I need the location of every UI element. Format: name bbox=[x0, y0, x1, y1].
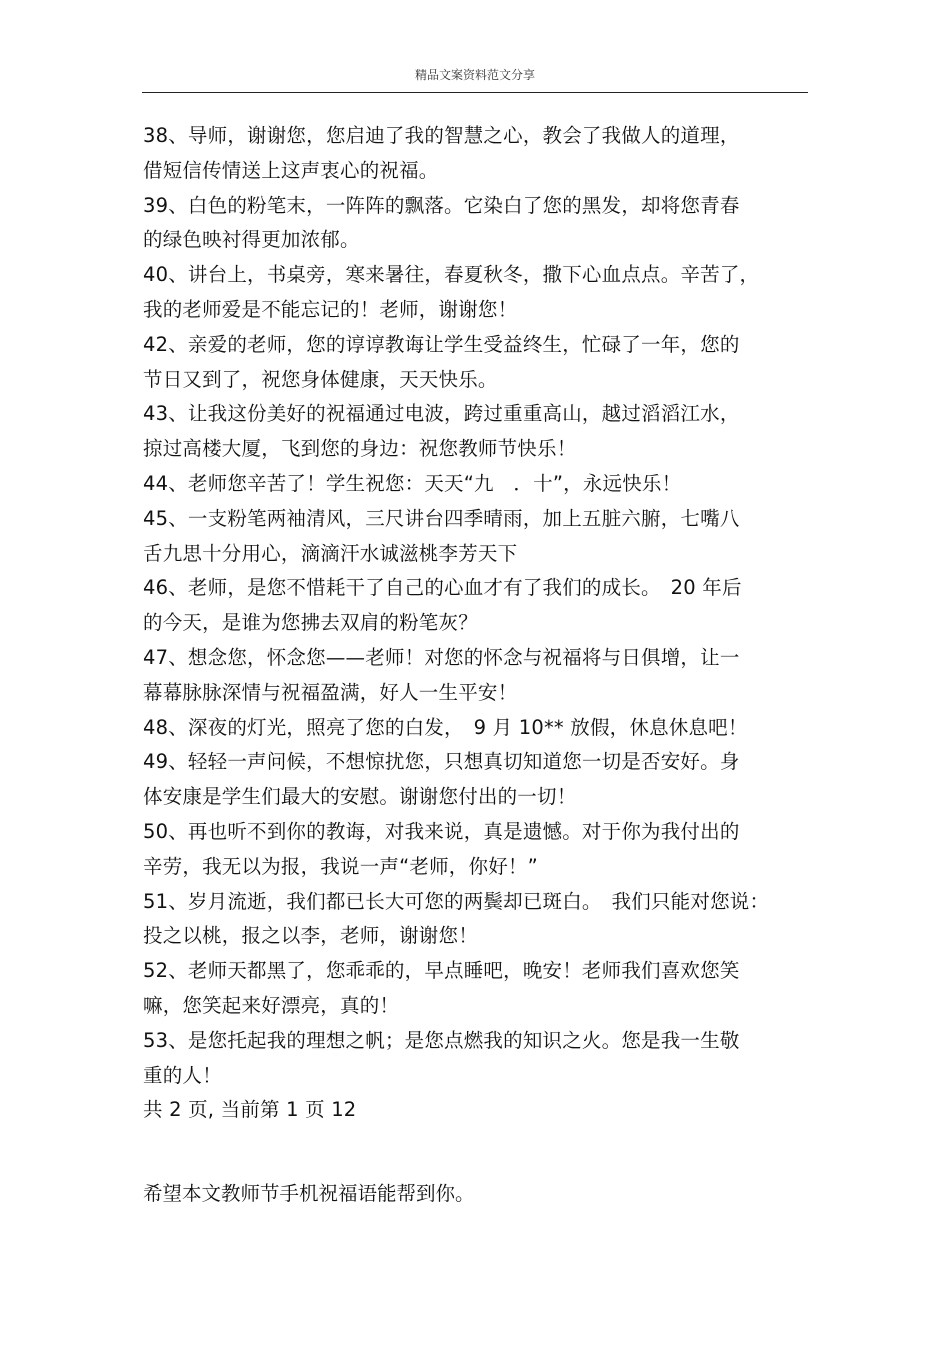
document-body bbox=[143, 119, 808, 1128]
text-line: 46、老师，是您不惜耗干了自己的心血才有了我们的成长。 20 年后 bbox=[143, 576, 742, 600]
text-line: 投之以桃，报之以李，老师，谢谢您！ bbox=[143, 924, 478, 948]
text-line: 47、想念您，怀念您——老师！对您的怀念与祝福将与日俱增，让一 bbox=[143, 645, 740, 669]
text-line: 42、亲爱的老师，您的谆谆教诲让学生受益终生，忙碌了一年，您的 bbox=[143, 332, 740, 356]
text-line: 舌九思十分用心，滴滴汗水诚滋桃李芳天下 bbox=[143, 541, 518, 565]
text-line: 我的老师爱是不能忘记的！老师，谢谢您！ bbox=[143, 297, 518, 321]
text-line: 40、讲台上，书桌旁，寒来暑往，春夏秋冬，撒下心血点点。辛苦了， bbox=[143, 263, 760, 287]
text-line: 嘛，您笑起来好漂亮，真的！ bbox=[143, 993, 400, 1017]
header-title: 精品文案资料范文分享 bbox=[414, 68, 535, 82]
text-line: 38、导师，谢谢您，您启迪了我的智慧之心，教会了我做人的道理， bbox=[143, 124, 740, 147]
text-line: 51、岁月流逝，我们都已长大可您的两鬓却已斑白。 我们只能对您说： bbox=[143, 889, 770, 913]
text-line: 的今天，是谁为您拂去双肩的粉笔灰？ bbox=[143, 611, 478, 635]
page-header bbox=[142, 64, 808, 93]
text-line: 53、是您托起我的理想之帆；是您点燃我的知识之火。您是我一生敬 bbox=[143, 1028, 740, 1052]
text-line: 掠过高楼大厦，飞到您的身边：祝您教师节快乐！ bbox=[143, 437, 577, 461]
text-line: 44、老师您辛苦了！学生祝您：天天“九 ．十”，永远快乐！ bbox=[143, 471, 682, 495]
text-line: 48、深夜的灯光，照亮了您的白发， 9 月 10** 放假，休息休息吧！ bbox=[143, 715, 748, 739]
closing-text: 希望本文教师节手机祝福语能帮到你。 bbox=[143, 1182, 475, 1205]
text-line: 体安康是学生们最大的安慰。谢谢您付出的一切！ bbox=[143, 785, 577, 809]
text-line: 50、再也听不到你的教诲，对我来说，真是遗憾。对于你为我付出的 bbox=[143, 819, 740, 843]
text-line: 辛劳，我无以为报，我说一声“老师，你好！” bbox=[143, 854, 538, 878]
text-line: 幕幕脉脉深情与祝福盈满，好人一生平安！ bbox=[143, 680, 518, 704]
text-line: 39、白色的粉笔末，一阵阵的飘落。它染白了您的黑发，却将您青春 bbox=[143, 193, 740, 217]
text-line: 49、轻轻一声问候，不想惊扰您，只想真切知道您一切是否安好。身 bbox=[143, 750, 740, 774]
text-line: 借短信传情送上这声衷心的祝福。 bbox=[143, 158, 439, 182]
text-line: 重的人！ bbox=[143, 1063, 222, 1087]
text-line: 节日又到了，祝您身体健康，天天快乐。 bbox=[143, 367, 498, 391]
page-counter: 共 2 页, 当前第 1 页 12 bbox=[143, 1098, 357, 1122]
text-line: 52、老师天都黑了，您乖乖的，早点睡吧，晚安！老师我们喜欢您笑 bbox=[143, 959, 740, 983]
text-line: 45、一支粉笔两袖清风，三尺讲台四季晴雨，加上五脏六腑，七嘴八 bbox=[143, 506, 740, 530]
text-line: 43、让我这份美好的祝福通过电波，跨过重重高山，越过滔滔江水， bbox=[143, 402, 740, 426]
text-line: 的绿色映衬得更加浓郁。 bbox=[143, 228, 360, 252]
